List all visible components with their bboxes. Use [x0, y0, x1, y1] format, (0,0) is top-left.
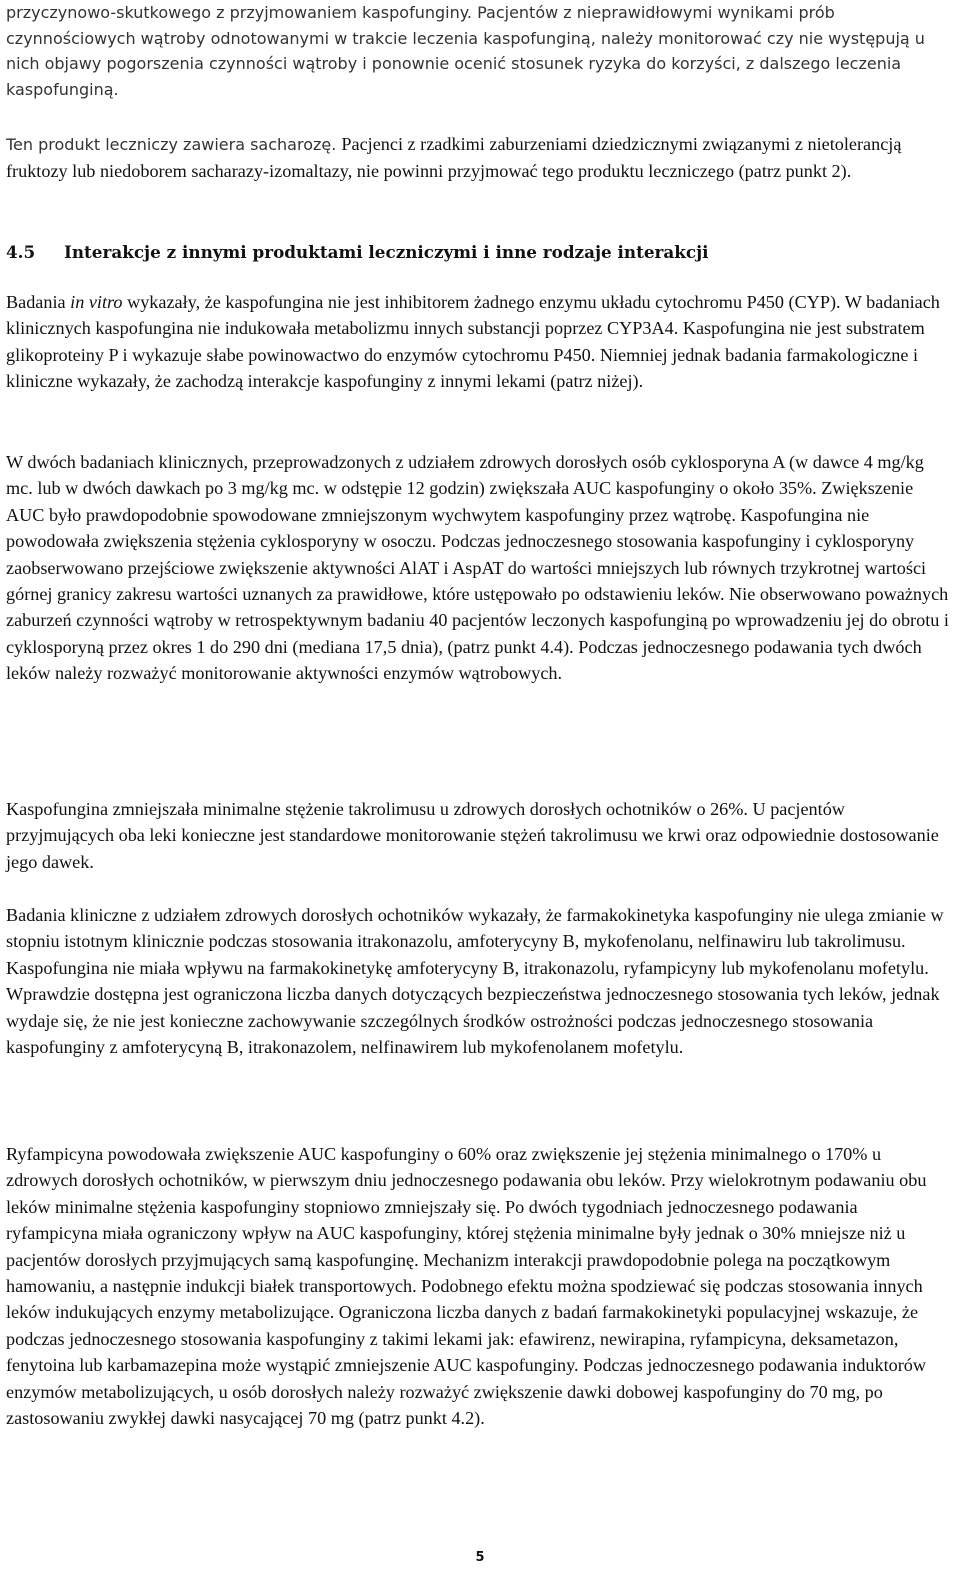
paragraph-rifampicin: Ryfampicyna powodowała zwiększenie AUC kaspofunginy o 60% oraz zwiększenie jej stężenia minimalnego o 170% u zdrowych dorosłych ochotników, w pierwszym dniu jednoczesnego podawania obu leków. Przy wielokrotnym podawaniu obu leków minimalne stężenia kaspofunginy stopniowo zmniejszały się. Po dwóch tygodniach jednoczesnego podawania ryfampicyna miała ograniczony wpływ na AUC kaspofunginy, której stężenia minimalne były jednak o 30% mniejsze niż u pacjentów dorosłych przyjmujących samą kaspofunginę. Mechanizm interakcji prawdopodobnie polega na początkowym hamowaniu, a następnie indukcji białek transportowych. Podobnego efektu można spodziewać się podczas stosowania innych leków indukujących enzymy metabolizujące. Ograniczona liczba danych z badań farmakokinetyki populacyjnej wskazuje, że podczas jednoczesnego stosowania kaspofunginy z takimi lekami jak: efawirenz, newirapina, ryfampicyna, deksametazon, fenytoina lub karbamazepina może wystąpić zmniejszenie AUC kaspofunginy. Podczas jednoczesnego podawania induktorów enzymów metabolizujących, u osób dorosłych należy rozważyć zwiększenie dawki dobowej kaspofunginy do 70 mg, po zastosowaniu zwykłej dawki nasycającej 70 mg (patrz punkt 4.2). [6, 1144, 927, 1429]
section-heading [6, 240, 952, 264]
in-vitro-body: wykazały, że kaspofungina nie jest inhibitorem żadnego enzymu układu cytochromu P450 (CYP). W badaniach klinicznych kaspofungina nie indukowała metabolizmu innych substancji poprzez CYP3A4. Kaspofungina nie jest substratem glikoproteiny P i wykazuje słabe powinowactwo do enzymów cytochromu P450. Niemniej jednak badania farmakologiczne i kliniczne wykazały, że zachodzą interakcje kaspofunginy z innymi lekami (patrz niżej). [6, 292, 940, 392]
in-vitro-italic: in vitro [70, 292, 123, 312]
sucrose-statement: Ten produkt leczniczy zawiera sacharozę. [6, 135, 342, 154]
section-number: 4.5 [6, 242, 36, 262]
paragraph-liver-monitoring: przyczynowo-skutkowego z przyjmowaniem kaspofunginy. Pacjentów z nieprawidłowymi wynikami prób czynnościowych wątroby odnotowanymi w trakcie leczenia kaspofunginą, należy monitorować czy nie występują u nich objawy pogorszenia czynności wątroby i ponownie ocenić stosunek ryzyka do korzyści, z dalszego leczenia kaspofunginą. [6, 3, 925, 99]
page-number: 5 [475, 1550, 485, 1565]
paragraph-sucrose [6, 131, 952, 184]
section-title: Interakcje z innymi produktami leczniczymi i inne rodzaje interakcji [64, 242, 709, 262]
paragraph-tacrolimus: Kaspofungina zmniejszała minimalne stężenie takrolimusu u zdrowych dorosłych ochotników o 26%. U pacjentów przyjmujących oba leki konieczne jest standardowe monitorowanie stężeń takrolimusu we krwi oraz odpowiednie dostosowanie jego dawek. [6, 799, 939, 872]
paragraph-in-vitro [6, 289, 952, 395]
sucrose-warning: Pacjenci z rzadkimi zaburzeniami dziedzicznymi związanymi z nietolerancją fruktozy lub niedoborem sacharazy-izomaltazy, nie powinni przyjmować tego produktu leczniczego (patrz punkt 2). [6, 134, 902, 181]
paragraph-other-drugs: Badania kliniczne z udziałem zdrowych dorosłych ochotników wykazały, że farmakokinetyka kaspofunginy nie ulega zmianie w stopniu istotnym klinicznie podczas stosowania itrakonazolu, amfoterycyny B, mykofenolanu, nelfinawiru lub takrolimusu. Kaspofungina nie miała wpływu na farmakokinetykę amfoterycyny B, itrakonazolu, ryfampicyny lub mykofenolanu mofetylu. Wprawdzie dostępna jest ograniczona liczba danych dotyczących bezpieczeństwa jednoczesnego stosowania tych leków, jednak wydaje się, że nie jest konieczne zachowywanie szczególnych środków ostrożności podczas jednoczesnego stosowania kaspofunginy z amfoterycyną B, itrakonazolem, nelfinawirem lub mykofenolanem mofetylu. [6, 905, 944, 1058]
paragraph-cyclosporine: W dwóch badaniach klinicznych, przeprowadzonych z udziałem zdrowych dorosłych osób cyklosporyna A (w dawce 4 mg/kg mc. lub w dwóch dawkach po 3 mg/kg mc. w odstępie 12 godzin) zwiększała AUC kaspofunginy o około 35%. Zwiększenie AUC było prawdopodobnie spowodowane zmniejszonym wychwytem kaspofunginy przez wątrobę. Kaspofungina nie powodowała zwiększenia stężenia cyklosporyny w osoczu. Podczas jednoczesnego stosowania kaspofunginy i cyklosporyny zaobserwowano przejściowe zwiększenie aktywności AlAT i AspAT do wartości mniejszych lub równych trzykrotnej wartości górnej granicy zakresu wartości uznanych za prawidłowe, które ustępowało po odstawieniu leków. Nie obserwowano poważnych zaburzeń czynności wątroby w retrospektywnym badaniu 40 pacjentów leczonych kaspofunginą po wprowadzeniu jej do obrotu i cyklosporyną przez okres 1 do 290 dni (mediana 17,5 dnia), (patrz punkt 4.4). Podczas jednoczesnego podawania tych dwóch leków należy rozważyć monitorowanie aktywności enzymów wątrobowych. [6, 452, 949, 684]
in-vitro-lead: Badania [6, 292, 71, 312]
